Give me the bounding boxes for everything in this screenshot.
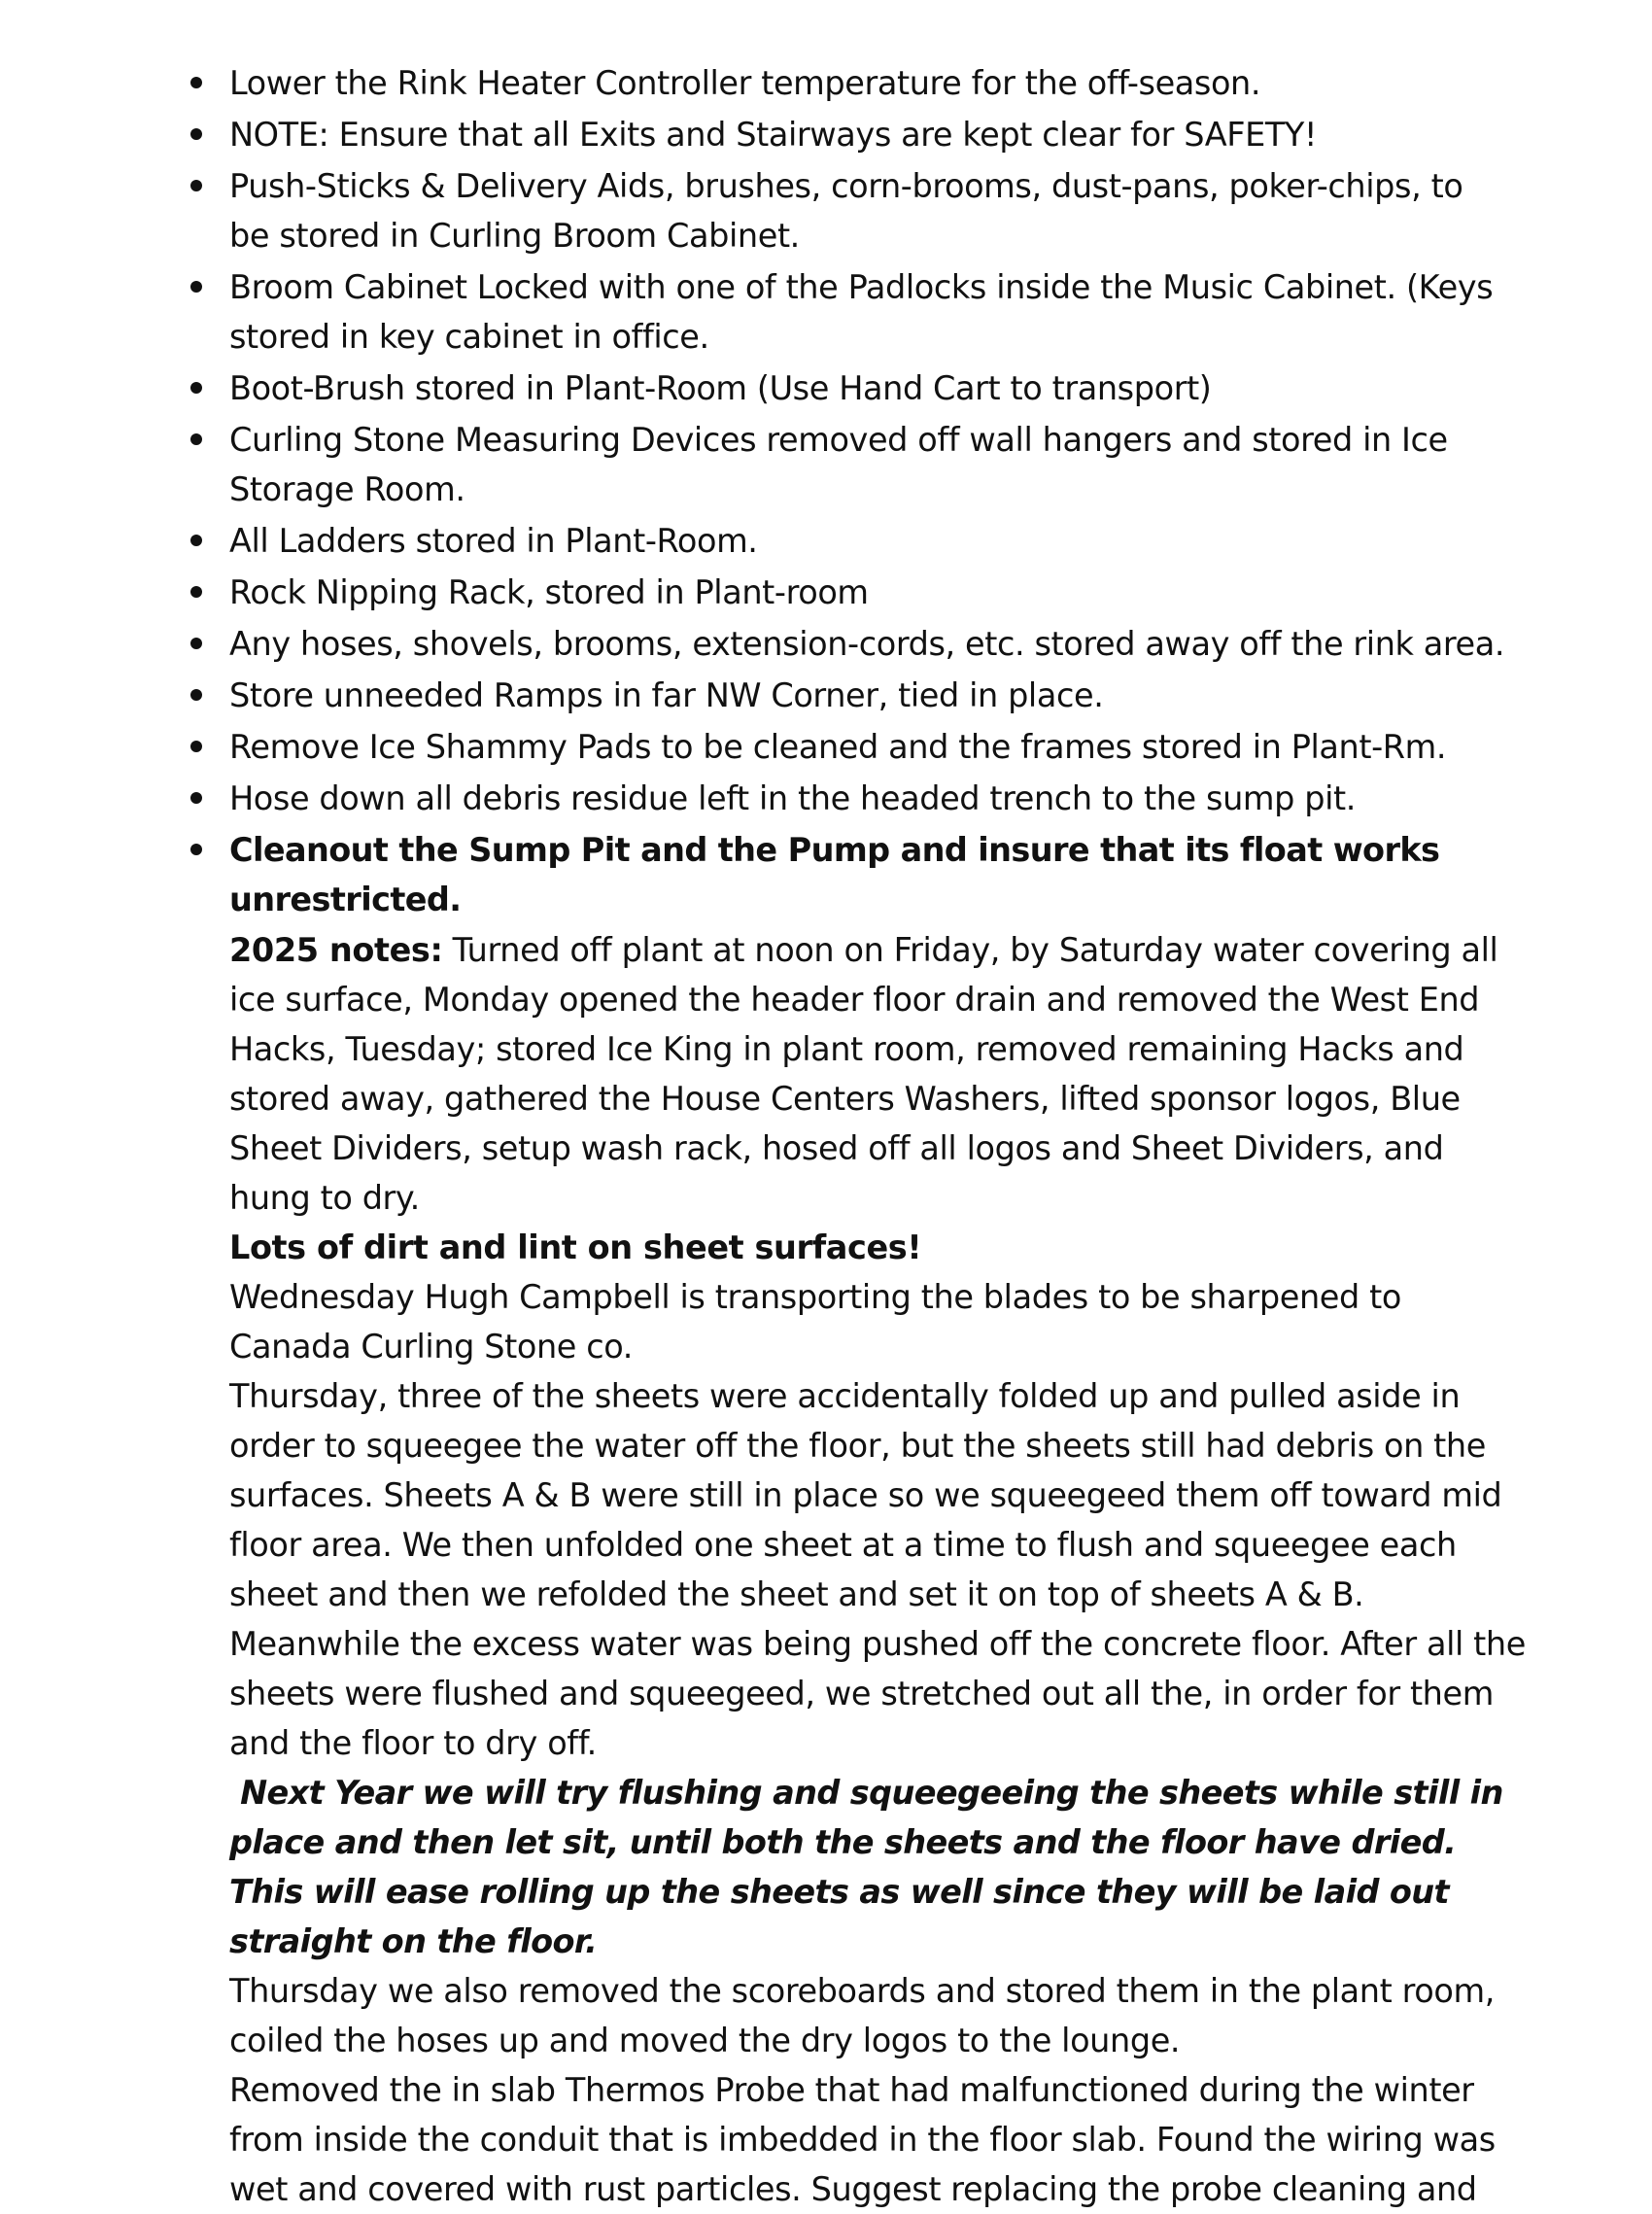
bullet-icon — [190, 77, 202, 88]
list-item-text: NOTE: Ensure that all Exits and Stairways are kept clear for SAFETY! — [229, 116, 1317, 154]
list-item-text: Curling Stone Measuring Devices removed off wall hangers and stored in Ice Storage Room. — [229, 421, 1448, 508]
list-item — [229, 671, 1512, 720]
notes-label: 2025 notes: — [229, 931, 443, 969]
notes-thursday: Thursday, three of the sheets were accidentally folded up and pulled aside in order to squeegee the water off the floor, but the sheets still had debris on the surfaces. Sheets A & B were still in place so we squeegeed them off toward mid floor area. We then unfolded one sheet at a time to flush and squeegee each sheet and then we refolded the sheet and set it on top of sheets A & B. Meanwhile the excess water was being pushed off the concrete floor. After all the sheets were flushed and squeegeed, we stretched out all the, in order for them and the floor to dry off. — [229, 1377, 1526, 1762]
list-item — [229, 516, 1512, 566]
list-item — [229, 568, 1512, 617]
list-item — [229, 722, 1512, 772]
bullet-icon — [190, 180, 202, 191]
bullet-icon — [190, 638, 202, 649]
list-item — [229, 825, 1512, 924]
list-item — [229, 363, 1512, 413]
bullet-icon — [190, 281, 202, 293]
list-item-text: Push-Sticks & Delivery Aids, brushes, corn-brooms, dust-pans, poker-chips, to be stored in Curling Broom Cabinet. — [229, 167, 1463, 255]
bullet-icon — [190, 689, 202, 701]
list-item-text: Broom Cabinet Locked with one of the Padlocks inside the Music Cabinet. (Keys stored in key cabinet in office. — [229, 268, 1494, 356]
list-item-text: Any hoses, shovels, brooms, extension-cords, etc. stored away off the rink area. — [229, 625, 1505, 663]
notes-section — [229, 925, 1532, 2214]
list-item-text: Hose down all debris residue left in the headed trench to the sump pit. — [229, 779, 1357, 817]
bullet-icon — [190, 535, 202, 546]
list-item — [229, 262, 1512, 362]
list-item-text: Store unneeded Ramps in far NW Corner, tied in place. — [229, 676, 1104, 714]
notes-intro — [229, 925, 1532, 1223]
list-item — [229, 415, 1512, 514]
list-item — [229, 110, 1512, 159]
bullet-icon — [190, 128, 202, 140]
bullet-icon — [190, 586, 202, 598]
list-item-text: Lower the Rink Heater Controller temperature for the off-season. — [229, 64, 1261, 102]
bullet-icon — [190, 741, 202, 752]
list-item — [229, 619, 1512, 669]
bullet-icon — [190, 382, 202, 394]
notes-scoreboards: Thursday we also removed the scoreboards and stored them in the plant room, coiled the hoses up and moved the dry logos to the lounge. — [229, 1972, 1495, 2059]
bullet-icon — [190, 433, 202, 445]
list-item-text: Boot-Brush stored in Plant-Room (Use Hand Cart to transport) — [229, 369, 1212, 407]
notes-next-year — [229, 1768, 1532, 1966]
notes-next-year-text: Next Year we will try flushing and squeegeeing the sheets while still in place and then let sit, until both the sheets and the floor have dried. This will ease rolling up the sheets as well since they will be laid out straight on the floor. — [229, 1774, 1503, 1960]
list-item — [229, 774, 1512, 823]
checklist — [229, 58, 1512, 926]
notes-intro-text: Turned off plant at noon on Friday, by Saturday water covering all ice surface, Monday opened the header floor drain and removed the West End Hacks, Tuesday; stored Ice King in plant room, removed remaining Hacks and stored away, gathered the House Centers Washers, lifted sponsor logos, Blue Sheet Dividers, setup wash rack, hosed off all logos and Sheet Dividers, and hung to dry. — [229, 931, 1498, 1217]
list-item — [229, 58, 1512, 108]
bullet-icon — [190, 844, 202, 855]
list-item-text: Cleanout the Sump Pit and the Pump and insure that its float works unrestricted. — [229, 831, 1440, 918]
list-item — [229, 161, 1512, 260]
notes-dirt: Lots of dirt and lint on sheet surfaces! — [229, 1228, 922, 1266]
list-item-text: All Ladders stored in Plant-Room. — [229, 522, 758, 560]
notes-probe: Removed the in slab Thermos Probe that had malfunctioned during the winter from inside the conduit that is imbedded in the floor slab. Found the wiring was wet and covered with rust particles. Suggest replacing the probe cleaning and — [229, 2071, 1496, 2208]
notes-wednesday: Wednesday Hugh Campbell is transporting the blades to be sharpened to Canada Curling Stone co. — [229, 1278, 1401, 1366]
list-item-text: Remove Ice Shammy Pads to be cleaned and the frames stored in Plant-Rm. — [229, 728, 1447, 766]
bullet-icon — [190, 792, 202, 804]
list-item-text: Rock Nipping Rack, stored in Plant-room — [229, 573, 869, 611]
